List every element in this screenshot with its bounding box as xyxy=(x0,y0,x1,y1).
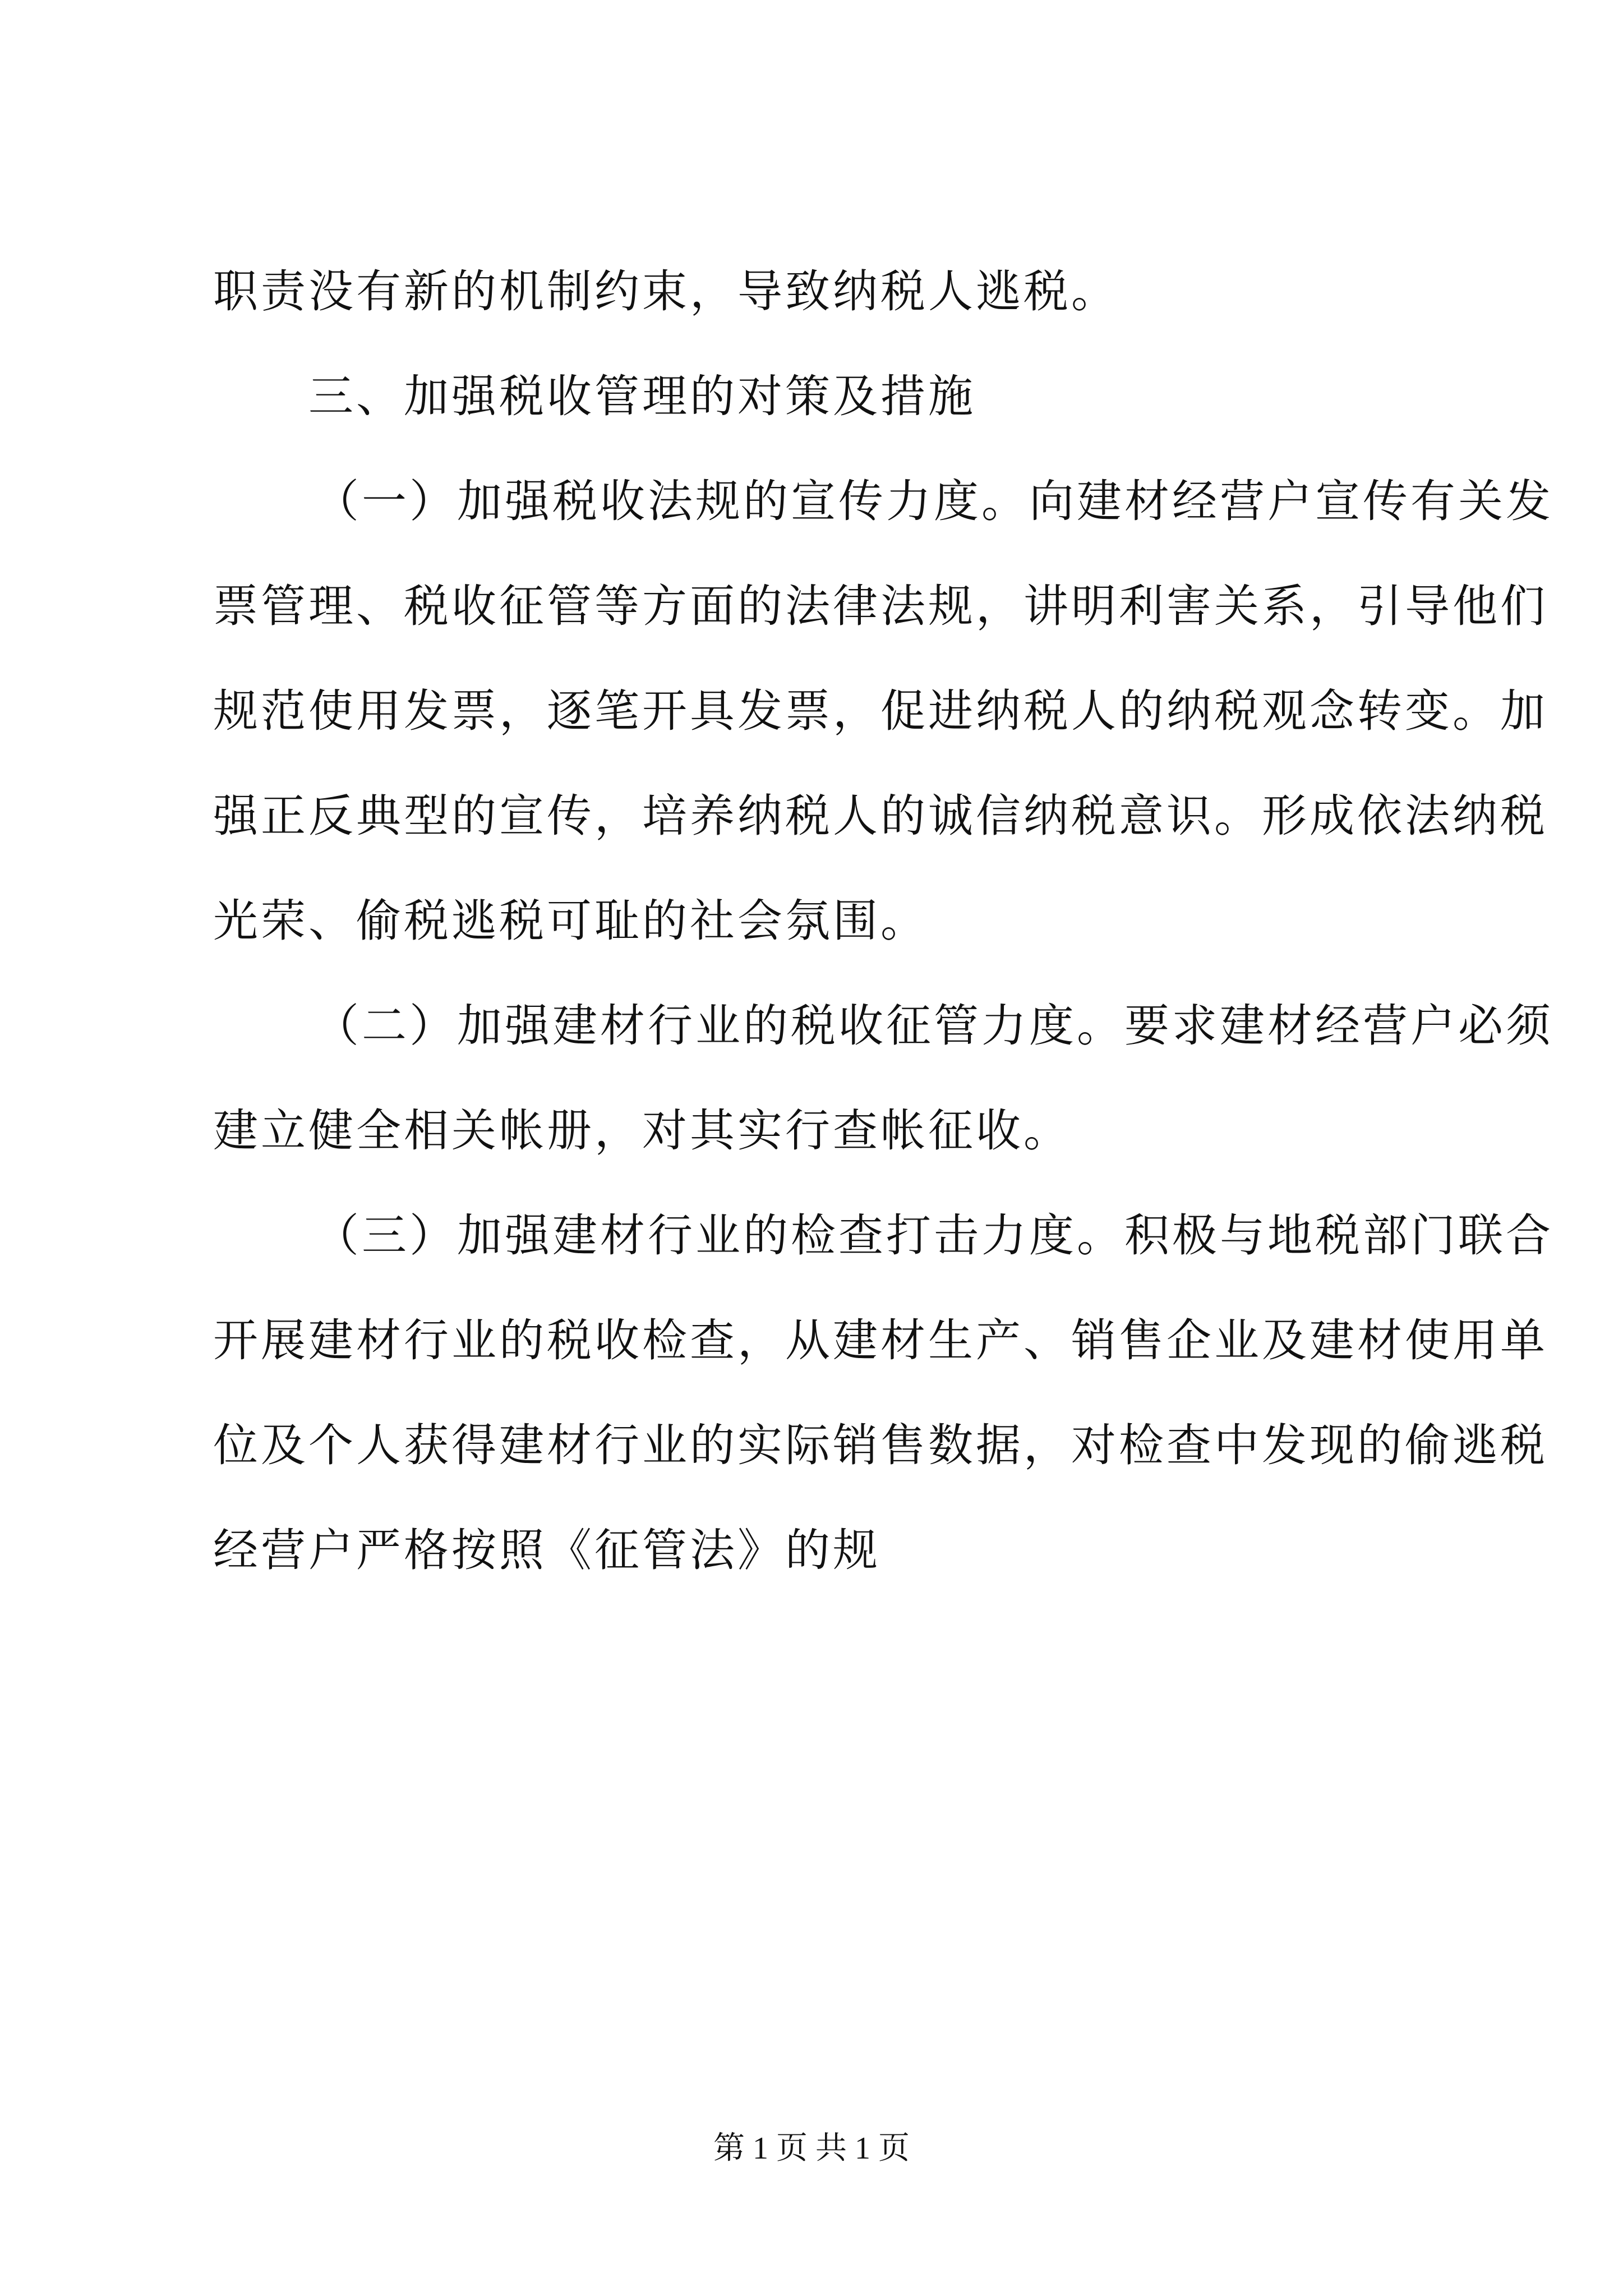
text-line: （二）加强建材行业的税收征管力度。要求建材经营户必须 xyxy=(314,1000,1553,1052)
text-line: 票管理、税收征管等方面的法律法规，讲明利害关系，引导他们 xyxy=(213,580,1548,632)
page-footer: 第 1 页 共 1 页 xyxy=(713,2131,910,2166)
text-line: （一）加强税收法规的宣传力度。向建材经营户宣传有关发 xyxy=(314,475,1553,527)
text-line: 光荣、偷税逃税可耻的社会氛围。 xyxy=(213,895,928,947)
text-line: 强正反典型的宣传，培养纳税人的诚信纳税意识。形成依法纳税 xyxy=(213,790,1548,842)
text-line: （三）加强建材行业的检查打击力度。积极与地税部门联合 xyxy=(314,1209,1553,1262)
text-line: 开展建材行业的税收检查，从建材生产、销售企业及建材使用单 xyxy=(213,1314,1548,1366)
document-body xyxy=(213,265,1553,1633)
text-line: 建立健全相关帐册，对其实行查帐征收。 xyxy=(213,1105,1071,1157)
text-line: 规范使用发票，逐笔开具发票，促进纳税人的纳税观念转变。加 xyxy=(213,685,1548,737)
text-line: 位及个人获得建材行业的实际销售数据，对检查中发现的偷逃税 xyxy=(213,1419,1548,1471)
text-line: 职责没有新的机制约束，导致纳税人逃税。 xyxy=(213,265,1119,318)
text-line: 经营户严格按照《征管法》的规 xyxy=(213,1524,880,1576)
section-heading: 三、加强税收管理的对策及措施 xyxy=(308,370,976,422)
